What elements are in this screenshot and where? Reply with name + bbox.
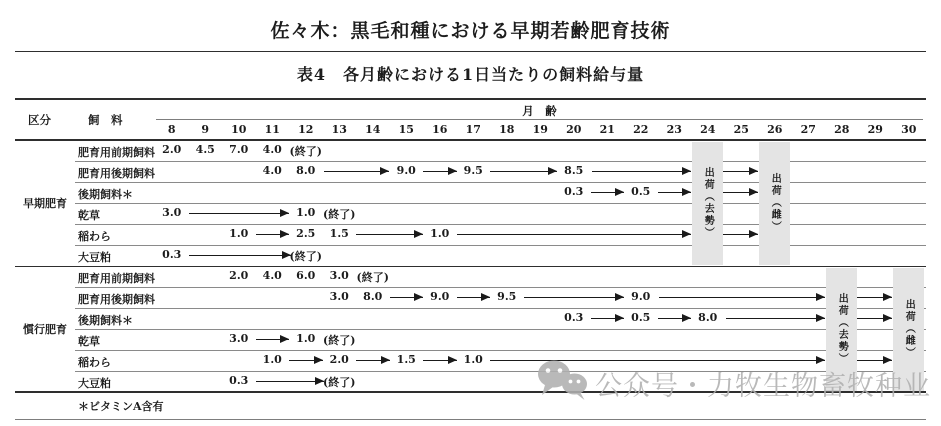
column-header-shiryo: 飼 料 xyxy=(88,113,123,127)
arrow xyxy=(490,360,825,361)
section-label: 早期肥育 xyxy=(23,197,67,210)
feed-label: 大豆粕 xyxy=(78,376,111,390)
feed-label: 稲わら xyxy=(78,229,111,243)
shipping-bar xyxy=(692,142,723,265)
month-header-cell: 11 xyxy=(264,123,280,136)
feed-value: 8.0 xyxy=(296,164,316,177)
arrow xyxy=(658,192,692,193)
month-header-cell: 25 xyxy=(733,123,749,136)
feed-value: 3.0 xyxy=(162,206,182,219)
month-header-cell: 10 xyxy=(231,123,247,136)
feed-value: 1.0 xyxy=(229,227,249,240)
feed-value: 4.0 xyxy=(262,164,282,177)
feed-value: 1.0 xyxy=(296,206,316,219)
arrow xyxy=(256,234,290,235)
column-header-getsurei: 月 齢 xyxy=(522,104,557,118)
month-header-cell: 24 xyxy=(700,123,716,136)
feed-value: 9.0 xyxy=(430,290,450,303)
row-separator xyxy=(75,350,926,351)
feed-value: 4.0 xyxy=(262,269,282,282)
title-rule xyxy=(15,51,926,52)
end-note: (終了) xyxy=(289,250,322,263)
arrow xyxy=(857,297,892,298)
row-separator xyxy=(75,245,926,246)
feed-label: 後期飼料＊ xyxy=(78,313,133,327)
row-separator xyxy=(75,287,926,288)
month-header-cell: 27 xyxy=(800,123,816,136)
table-footnote: ＊ビタミンA含有 xyxy=(78,400,164,413)
arrow xyxy=(356,234,423,235)
arrow xyxy=(723,234,758,235)
shipping-label: 出荷（去勢） xyxy=(702,167,714,239)
feed-value: 1.0 xyxy=(296,332,316,345)
month-header-cell: 23 xyxy=(666,123,682,136)
arrow xyxy=(658,318,692,319)
shipping-label: 出荷（雌） xyxy=(769,173,781,233)
end-note: (終了) xyxy=(356,271,389,284)
feed-value: 7.0 xyxy=(229,143,249,156)
feed-value: 9.5 xyxy=(463,164,483,177)
end-note: (終了) xyxy=(323,376,356,389)
section-label: 慣行肥育 xyxy=(23,323,67,336)
arrow xyxy=(723,192,758,193)
month-header-cell: 30 xyxy=(901,123,917,136)
feed-value: 1.0 xyxy=(262,353,282,366)
feed-value: 0.3 xyxy=(564,185,584,198)
feed-label: 肥育用前期飼料 xyxy=(78,271,155,285)
arrow xyxy=(256,339,290,340)
arrow xyxy=(457,297,491,298)
arrow xyxy=(723,171,758,172)
feed-value: 0.3 xyxy=(229,374,249,387)
feed-value: 0.5 xyxy=(631,185,651,198)
feed-label: 稲わら xyxy=(78,355,111,369)
feed-label: 大豆粕 xyxy=(78,250,111,264)
wechat-icon xyxy=(536,358,588,408)
month-header-cell: 8 xyxy=(167,123,176,136)
end-note: (終了) xyxy=(323,208,356,221)
feed-value: 8.0 xyxy=(363,290,383,303)
arrow xyxy=(189,255,291,256)
arrow xyxy=(726,318,825,319)
month-header-cell: 22 xyxy=(633,123,649,136)
shipping-label: 出荷（去勢） xyxy=(836,293,848,365)
feed-label: 肥育用前期飼料 xyxy=(78,145,155,159)
header-bottom-rule xyxy=(15,139,926,141)
arrow xyxy=(457,234,692,235)
feed-value: 2.0 xyxy=(229,269,249,282)
month-header-cell: 26 xyxy=(767,123,783,136)
feed-value: 1.0 xyxy=(463,353,483,366)
feed-value: 4.5 xyxy=(195,143,215,156)
feed-value: 2.0 xyxy=(162,143,182,156)
table-caption: 表4 各月齢における1日当たりの飼料給与量 xyxy=(296,65,645,84)
feed-value: 9.0 xyxy=(396,164,416,177)
arrow xyxy=(356,360,390,361)
arrow xyxy=(289,360,323,361)
arrow xyxy=(591,192,625,193)
feed-value: 6.0 xyxy=(296,269,316,282)
arrow xyxy=(256,381,325,382)
arrow xyxy=(324,171,389,172)
shipping-label: 出荷（雌） xyxy=(903,299,915,359)
month-header-cell: 13 xyxy=(331,123,347,136)
month-header-cell: 19 xyxy=(532,123,548,136)
feed-value: 0.5 xyxy=(631,311,651,324)
watermark-text: 公众号・力牧生物畜牧种业 xyxy=(595,370,931,402)
arrow xyxy=(490,171,557,172)
doc-title: 佐々木：黒毛和種における早期若齢肥育技術 xyxy=(270,20,671,42)
arrow xyxy=(189,213,290,214)
feed-value: 3.0 xyxy=(329,290,349,303)
row-separator xyxy=(75,161,926,162)
feed-value: 9.0 xyxy=(631,290,651,303)
month-header-cell: 15 xyxy=(398,123,414,136)
shipping-bar xyxy=(759,142,790,265)
feed-value: 0.3 xyxy=(564,311,584,324)
arrow xyxy=(659,297,825,298)
feed-value: 8.5 xyxy=(564,164,584,177)
arrow xyxy=(524,297,625,298)
shipping-bar xyxy=(893,268,924,391)
feed-value: 1.5 xyxy=(329,227,349,240)
feed-value: 0.3 xyxy=(162,248,182,261)
end-note: (終了) xyxy=(289,145,322,158)
month-header-cell: 12 xyxy=(298,123,314,136)
row-separator xyxy=(75,182,926,183)
shipping-bar xyxy=(826,268,857,391)
month-header-cell: 18 xyxy=(499,123,515,136)
month-header-cell: 21 xyxy=(599,123,615,136)
feed-value: 3.0 xyxy=(329,269,349,282)
feed-value: 3.0 xyxy=(229,332,249,345)
feed-label: 肥育用後期飼料 xyxy=(78,292,155,306)
feed-label: 肥育用後期飼料 xyxy=(78,166,155,180)
month-header-cell: 9 xyxy=(201,123,210,136)
end-note: (終了) xyxy=(323,334,356,347)
table-top-rule xyxy=(15,98,926,100)
arrow xyxy=(423,171,457,172)
month-header-cell: 16 xyxy=(432,123,448,136)
month-header-cell: 20 xyxy=(566,123,582,136)
month-header-cell: 29 xyxy=(867,123,883,136)
arrow xyxy=(591,318,625,319)
feed-value: 2.0 xyxy=(329,353,349,366)
arrow xyxy=(423,360,457,361)
arrow xyxy=(857,360,892,361)
feed-label: 乾草 xyxy=(78,334,100,348)
arrow xyxy=(857,318,892,319)
feed-value: 1.0 xyxy=(430,227,450,240)
month-header-cell: 14 xyxy=(365,123,381,136)
column-header-kubun: 区分 xyxy=(28,113,51,127)
section-divider-rule xyxy=(15,266,926,267)
row-separator xyxy=(75,329,926,330)
watermark xyxy=(536,358,931,408)
month-header-cell: 17 xyxy=(465,123,481,136)
feed-label: 乾草 xyxy=(78,208,100,222)
feed-value: 2.5 xyxy=(296,227,316,240)
row-separator xyxy=(75,308,926,309)
row-separator xyxy=(75,371,926,372)
next-block-rule xyxy=(15,419,926,420)
feed-value: 1.5 xyxy=(396,353,416,366)
month-header-cell: 28 xyxy=(834,123,850,136)
feed-value: 4.0 xyxy=(262,143,282,156)
table-bottom-rule xyxy=(15,391,926,393)
row-separator xyxy=(75,224,926,225)
row-separator xyxy=(75,203,926,204)
month-header-rule xyxy=(156,119,923,120)
feed-value: 8.0 xyxy=(698,311,718,324)
arrow xyxy=(592,171,691,172)
arrow xyxy=(390,297,424,298)
feed-value: 9.5 xyxy=(497,290,517,303)
feed-label: 後期飼料＊ xyxy=(78,187,133,201)
